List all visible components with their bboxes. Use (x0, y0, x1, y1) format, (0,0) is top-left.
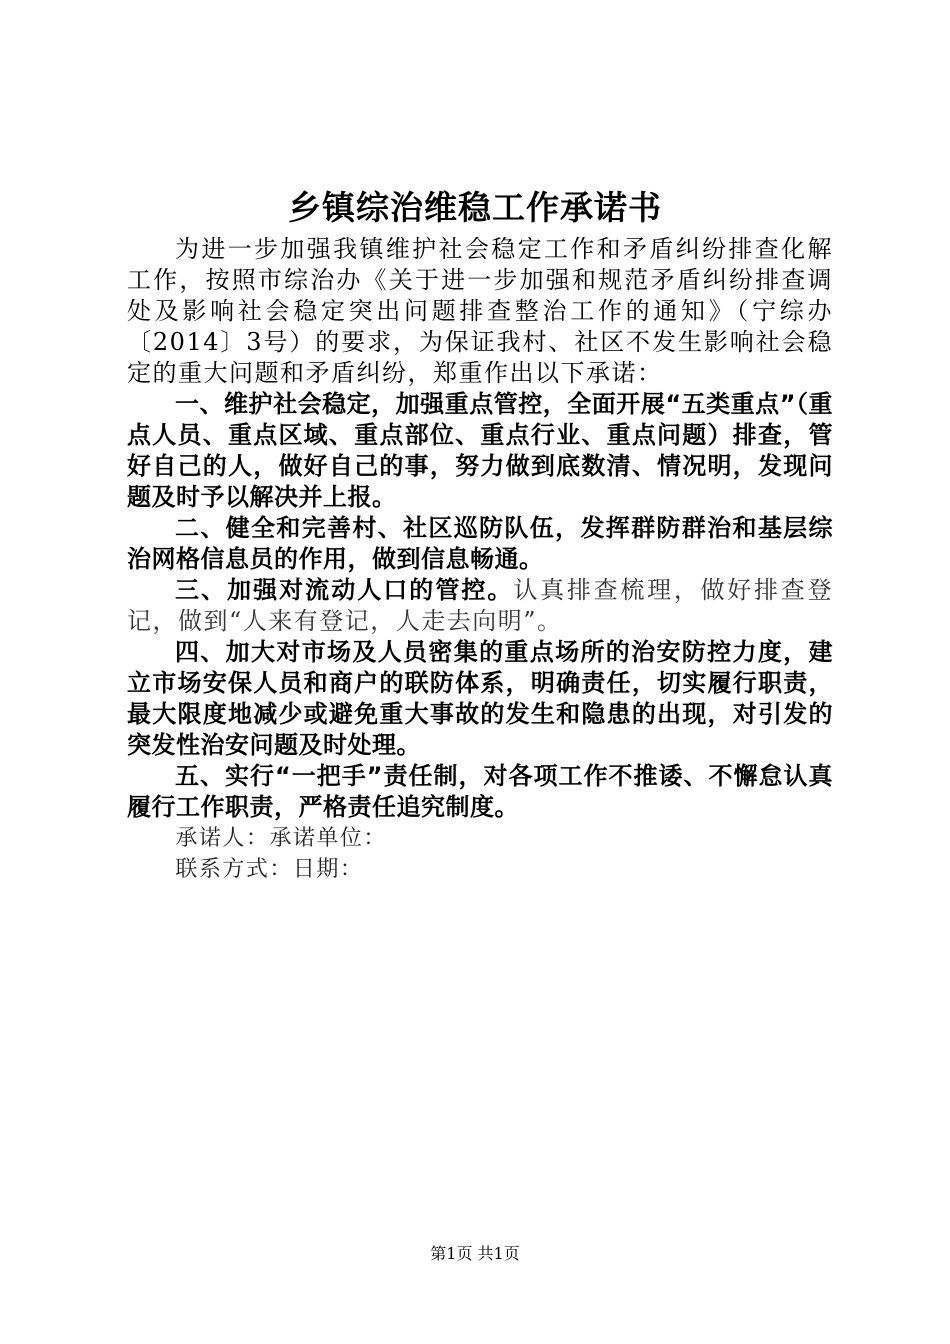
contact-date-line: 联系方式：日期： (175, 857, 364, 882)
commitment-item-5: 五、实行“一把手”责任制，对各项工作不推诿、不懈怠认真履行工作职责，严格责任追究制度。 (127, 762, 833, 821)
intro-paragraph: 为进一步加强我镇维护社会稳定工作和矛盾纠纷排查化解工作，按照市综治办《关于进一步加强和规范矛盾纠纷排查调处及影响社会稳定突出问题排查整治工作的通知》（宁综办〔2014〕3号）的要求，为保证我村、社区不发生影响社会稳定的重大问题和矛盾纠纷，郑重作出以下承诺： (127, 235, 833, 387)
commitment-item-3 (127, 575, 833, 637)
document-title: 乡镇综治维稳工作承诺书 (288, 188, 662, 227)
commitment-item-2: 二、健全和完善村、社区巡防队伍，发挥群防群治和基层综治网格信息员的作用，做到信息畅通。 (127, 514, 833, 573)
commitment-item-3-heading: 三、加强对流动人口的管控。 (175, 576, 514, 604)
document-body (127, 234, 833, 885)
commitment-item-3-detail: 认真排查梳理，做好排查登记，做到“人来有登记，人走去向明”。 (127, 576, 834, 635)
page-footer: 第1页 共1页 (430, 1244, 520, 1263)
commitment-item-1: 一、维护社会稳定，加强重点管控，全面开展“五类重点”（重点人员、重点区域、重点部位、重点行业、重点问题）排查，管好自己的人，做好自己的事，努力做到底数清、情况明，发现问题及时予以解决并上报。 (127, 390, 833, 511)
signature-line: 承诺人：承诺单位： (175, 826, 387, 851)
commitment-item-4: 四、加大对市场及人员密集的重点场所的治安防控力度，建立市场安保人员和商户的联防体系，明确责任，切实履行职责，最大限度地减少或避免重大事故的发生和隐患的出现，对引发的突发性治安问题及时处理。 (127, 638, 833, 759)
